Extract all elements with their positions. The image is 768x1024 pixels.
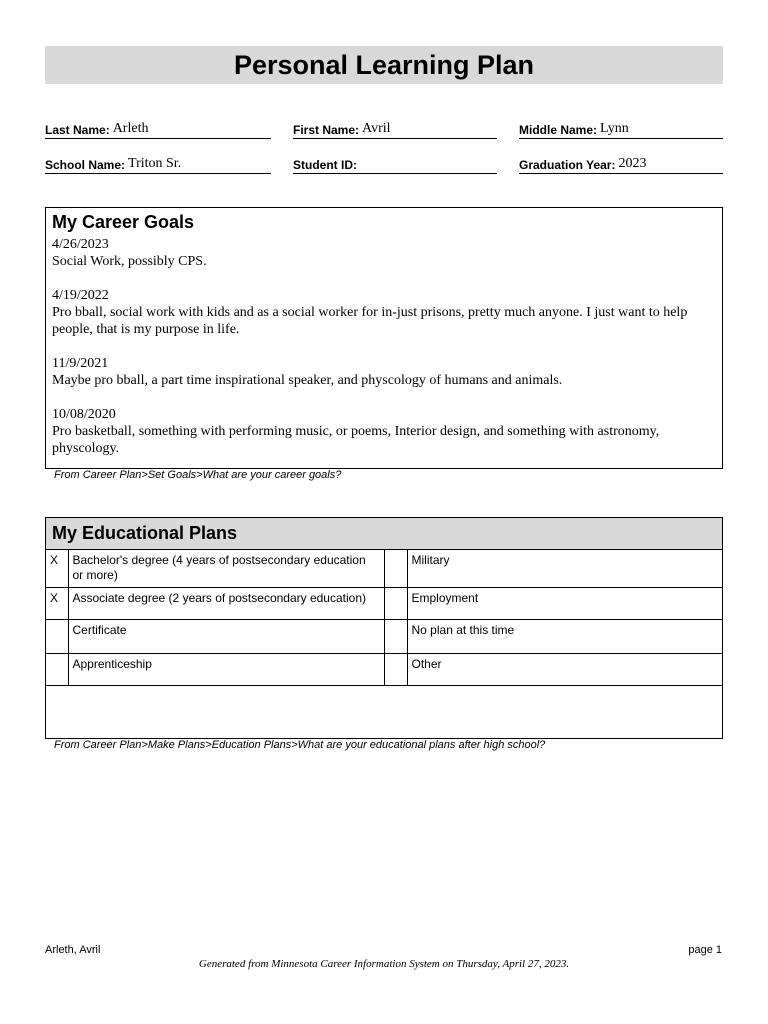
table-row [46,653,722,685]
first-name-field [293,115,497,139]
plan-mark-cell [384,619,407,653]
plan-mark-cell [46,653,68,685]
school-name-field [45,150,271,174]
first-name-label: First Name: [293,123,360,137]
plan-mark-cell [384,550,407,587]
goal-text: Pro basketball, something with performing music, or poems, Interior design, and something with astronomy, physcology. [52,424,660,456]
title-bar [45,46,723,84]
plan-option-cell: Associate degree (2 years of postsecondary education) [68,587,384,619]
table-row [46,550,722,587]
page-title: Personal Learning Plan [233,50,535,80]
plan-mark-cell [46,619,68,653]
goal-text: Maybe pro bball, a part time inspirational speaker, and physcology of humans and animals. [52,373,563,388]
table-row [46,619,722,653]
career-goals-section [45,207,723,469]
middle-name-field [519,115,723,139]
goal-entry [52,406,716,457]
table-row [46,587,722,619]
graduation-year-field [519,150,723,174]
graduation-year-label: Graduation Year: [519,158,616,172]
goal-entry [52,236,716,270]
educational-plans-section [45,517,723,739]
educational-plans-heading: My Educational Plans [46,518,722,550]
plan-option-cell: Military [407,550,722,587]
student-id-label: Student ID: [293,158,357,172]
plan-option-cell: Certificate [68,619,384,653]
first-name-value: Avril [362,121,391,136]
plan-option-cell: Other [407,653,722,685]
plan-mark-cell [384,653,407,685]
footer-page-number: page 1 [688,944,722,956]
school-name-value: Triton Sr. [128,156,182,171]
plan-option-cell: Employment [407,587,722,619]
goal-date: 10/08/2020 [52,407,116,422]
plan-mark-cell: X [46,550,68,587]
career-goals-source: From Career Plan>Set Goals>What are your career goals? [54,469,342,481]
goal-date: 4/19/2022 [52,288,109,303]
goal-date: 4/26/2023 [52,237,109,252]
goal-entry [52,287,716,338]
goal-date: 11/9/2021 [52,356,109,371]
educational-plans-source: From Career Plan>Make Plans>Education Plans>What are your educational plans after high school? [54,739,546,751]
middle-name-label: Middle Name: [519,123,598,137]
last-name-field [45,115,271,139]
plan-mark-cell: X [46,587,68,619]
goal-text: Pro bball, social work with kids and as a social worker for in-just prisons, pretty much anyone. I just want to help people, that is my purpose in life. [52,305,688,337]
plan-option-cell: No plan at this time [407,619,722,653]
plan-mark-cell [384,587,407,619]
plan-option-cell: Apprenticeship [68,653,384,685]
last-name-value: Arleth [112,121,149,136]
career-goals-heading: My Career Goals [52,212,195,232]
last-name-label: Last Name: [45,123,110,137]
footer-student-name: Arleth, Avril [45,944,101,956]
middle-name-value: Lynn [600,121,629,136]
footer-generated-note: Generated from Minnesota Career Information System on Thursday, April 27, 2023. [198,958,570,970]
school-name-label: School Name: [45,158,126,172]
plan-option-cell: Bachelor's degree (4 years of postsecondary education or more) [68,550,384,587]
educational-plans-table [46,550,722,686]
goal-text: Social Work, possibly CPS. [52,254,207,269]
goal-entry [52,355,716,389]
graduation-year-value: 2023 [618,156,647,171]
student-id-field [293,150,497,174]
